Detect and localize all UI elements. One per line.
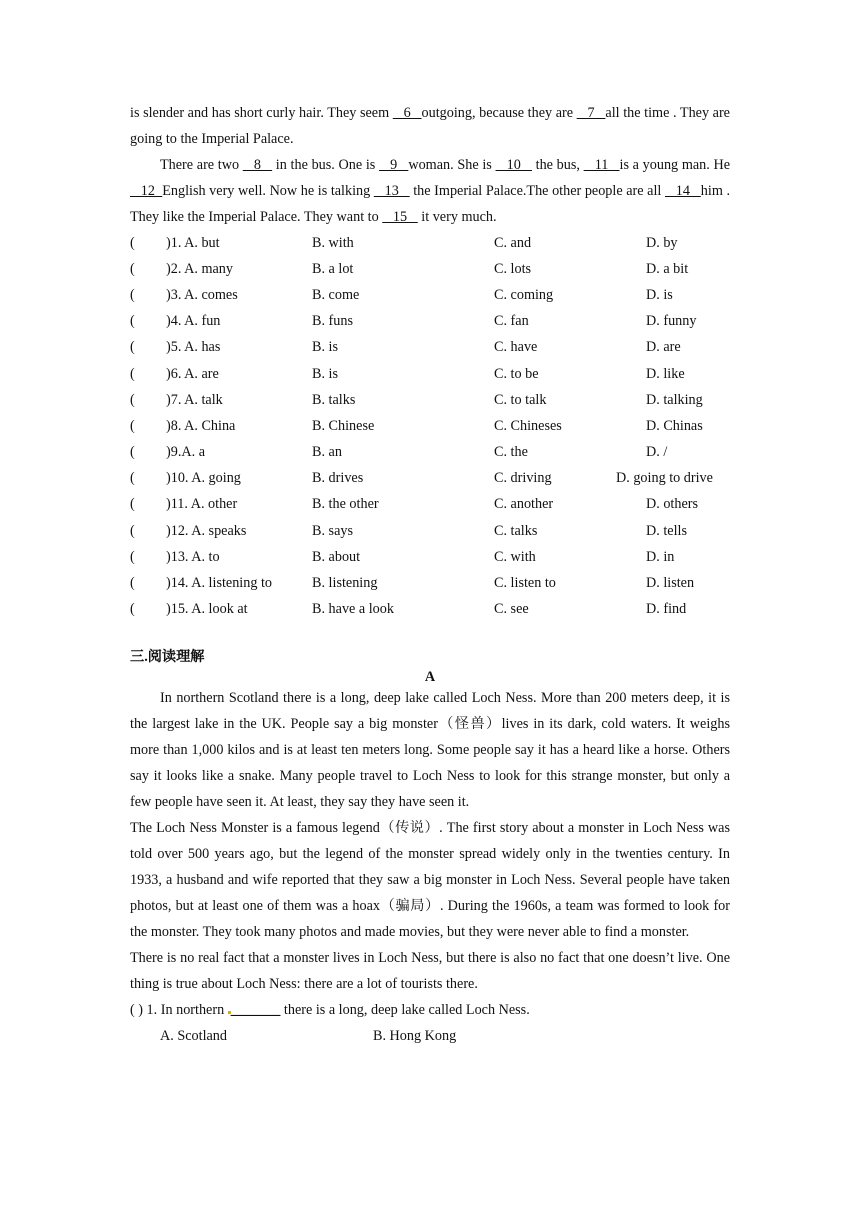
option-b: B. have a look — [312, 601, 394, 618]
option-c: C. coming — [494, 286, 554, 303]
question-row-14 — [130, 570, 730, 596]
answer-paren: ( — [130, 601, 135, 618]
option-b: B. Hong Kong — [373, 1027, 457, 1044]
text-span: There are two — [160, 157, 243, 173]
option-b: B. a lot — [312, 260, 354, 277]
option-d: D. like — [646, 365, 685, 382]
passage-label: A — [424, 668, 436, 685]
option-c: C. to talk — [494, 391, 547, 408]
question-row-10 — [130, 466, 730, 492]
text-span: The Loch Ness Monster is a famous legend（传说）. The first story about a monster in Loch Ness was told over 500 years ago, but the legend of the monster spread widely only in the twenties century. In 1933, a husband and wife reported that they saw a big monster in Loch Ness. Several people have taken photos, but at least one of them was a hoax（骗局）. During the 1960s, a team was formed to look for the monster. They took many photos and made movies, but they were never able to find a monster. — [130, 819, 730, 940]
answer-paren: ( — [130, 548, 135, 565]
option-d: D. others — [646, 496, 699, 513]
option-b: B. funs — [312, 313, 353, 330]
question-row-9 — [130, 440, 730, 466]
option-c: C. to be — [494, 365, 539, 382]
question-row-1 — [130, 230, 730, 256]
answer-paren: ( — [130, 470, 135, 487]
option-c: C. with — [494, 548, 536, 565]
question-row-11 — [130, 492, 730, 518]
option-b: B. Chinese — [312, 417, 375, 434]
question-row-13 — [130, 544, 730, 570]
answer-paren: ( — [130, 444, 135, 461]
option-d: D. funny — [646, 313, 697, 330]
blank-12: 12 — [130, 183, 163, 199]
option-b: B. talks — [312, 391, 356, 408]
option-b: B. with — [312, 234, 354, 251]
option-b: B. says — [312, 522, 353, 539]
option-a: )12. A. speaks — [166, 522, 247, 539]
cloze-paragraph-1 — [130, 100, 730, 152]
text-span: ( ) 1. In northern — [130, 1001, 228, 1018]
option-a: )8. A. China — [166, 417, 236, 434]
option-b: B. about — [312, 548, 361, 565]
answer-paren: ( — [130, 391, 135, 408]
option-d: D. listen — [646, 575, 695, 592]
option-d: D. Chinas — [646, 417, 703, 434]
blank-11: 11 — [583, 157, 620, 173]
text-span: the Imperial Palace.The other people are all — [409, 183, 665, 199]
option-a: )2. A. many — [166, 260, 233, 277]
option-a: )10. A. going — [166, 470, 241, 487]
question-row-7 — [130, 387, 730, 413]
answer-paren: ( — [130, 286, 135, 303]
reading-question-1-options — [130, 1023, 730, 1049]
text-span: is slender and has short curly hair. They seem — [130, 105, 393, 121]
option-a: )1. A. but — [166, 234, 220, 251]
question-list — [130, 230, 730, 623]
answer-paren: ( — [130, 313, 135, 330]
option-d: D. by — [646, 234, 678, 251]
answer-paren: ( — [130, 339, 135, 356]
option-c: C. see — [494, 601, 529, 618]
reading-paragraph-2 — [130, 815, 730, 945]
blank-7: 7 — [576, 105, 606, 121]
option-a: )6. A. are — [166, 365, 219, 382]
reading-question-1 — [130, 997, 730, 1023]
option-d: D. a bit — [646, 260, 689, 277]
blank-10: 10 — [495, 157, 532, 173]
option-b: B. the other — [312, 496, 379, 513]
text-span: there is a long, deep lake called Loch Ness. — [280, 1001, 530, 1018]
option-b: B. listening — [312, 575, 378, 592]
blank-6: 6 — [392, 105, 422, 121]
text-span: it very much. — [417, 209, 497, 225]
text-span: all the time . They are going to the Imperial Palace. — [130, 105, 730, 147]
text-span: him . They like the Imperial Palace. They want to — [130, 183, 731, 225]
option-a: )15. A. look at — [166, 601, 248, 618]
answer-blank: _______ — [230, 1001, 281, 1018]
option-a: )4. A. fun — [166, 313, 221, 330]
question-row-2 — [130, 256, 730, 282]
option-d: D. going to drive — [616, 470, 713, 487]
question-row-15 — [130, 597, 730, 623]
option-d: D. talking — [646, 391, 703, 408]
option-b: B. drives — [312, 470, 364, 487]
option-c: C. and — [494, 234, 532, 251]
option-d: D. / — [646, 444, 668, 461]
question-row-8 — [130, 413, 730, 439]
cloze-paragraph-2 — [130, 152, 730, 230]
option-d: D. is — [646, 286, 673, 303]
option-a: )14. A. listening to — [166, 575, 273, 592]
option-a: )7. A. talk — [166, 391, 223, 408]
answer-paren: ( — [130, 234, 135, 251]
answer-paren: ( — [130, 575, 135, 592]
text-span: English very well. Now he is talking — [162, 183, 374, 199]
option-d: D. are — [646, 339, 681, 356]
option-d: D. in — [646, 548, 675, 565]
text-span: woman. She is — [408, 157, 496, 173]
option-c: C. lots — [494, 260, 532, 277]
option-b: B. an — [312, 444, 342, 461]
option-c: C. driving — [494, 470, 552, 487]
option-a: )13. A. to — [166, 548, 220, 565]
question-row-4 — [130, 309, 730, 335]
option-c: C. talks — [494, 522, 538, 539]
option-b: B. is — [312, 365, 339, 382]
answer-paren: ( — [130, 522, 135, 539]
answer-paren: ( — [130, 260, 135, 277]
question-row-5 — [130, 335, 730, 361]
option-a: )9.A. a — [166, 444, 206, 461]
question-row-6 — [130, 361, 730, 387]
option-b: B. come — [312, 286, 360, 303]
blank-15: 15 — [382, 209, 418, 225]
option-c: C. Chineses — [494, 417, 562, 434]
text-span: the bus, — [531, 157, 584, 173]
option-a: )5. A. has — [166, 339, 221, 356]
question-row-12 — [130, 518, 730, 544]
answer-paren: ( — [130, 496, 135, 513]
option-c: C. the — [494, 444, 528, 461]
option-d: D. find — [646, 601, 687, 618]
option-c: C. another — [494, 496, 554, 513]
blank-13: 13 — [373, 183, 410, 199]
option-c: C. have — [494, 339, 538, 356]
text-span: in the bus. One is — [272, 157, 380, 173]
blank-9: 9 — [379, 157, 409, 173]
option-b: B. is — [312, 339, 339, 356]
option-a: A. Scotland — [160, 1027, 227, 1044]
option-c: C. listen to — [494, 575, 556, 592]
text-span: outgoing, because they are — [421, 105, 577, 121]
reading-paragraph-1: In northern Scotland there is a long, deep lake called Loch Ness. More than 200 meters deep, it is the largest lake in the UK. People say a big monster（怪兽）lives in its dark, cold waters. It weighs more than 1,000 kilos and is at least ten meters long. Some people say it has a heard like a horse. Others say it looks like a snake. Many people travel to Loch Ness to look for this strange monster, but only a few people have seen it. At least, they say they have seen it. — [130, 689, 730, 810]
answer-paren: ( — [130, 365, 135, 382]
document-page — [130, 100, 730, 1049]
blank-8: 8 — [242, 157, 273, 173]
text-span: is a young man. He — [619, 157, 731, 173]
question-row-3 — [130, 282, 730, 308]
option-a: )11. A. other — [166, 496, 238, 513]
option-d: D. tells — [646, 522, 687, 539]
answer-paren: ( — [130, 417, 135, 434]
option-a: )3. A. comes — [166, 286, 238, 303]
section-title: 三.阅读理解 — [130, 648, 205, 665]
blank-14: 14 — [664, 183, 701, 199]
option-c: C. fan — [494, 313, 529, 330]
reading-paragraph-3: There is no real fact that a monster lives in Loch Ness, but there is also no fact that one doesn’t live. One thing is true about Loch Ness: there are a lot of tourists there. — [130, 949, 730, 992]
